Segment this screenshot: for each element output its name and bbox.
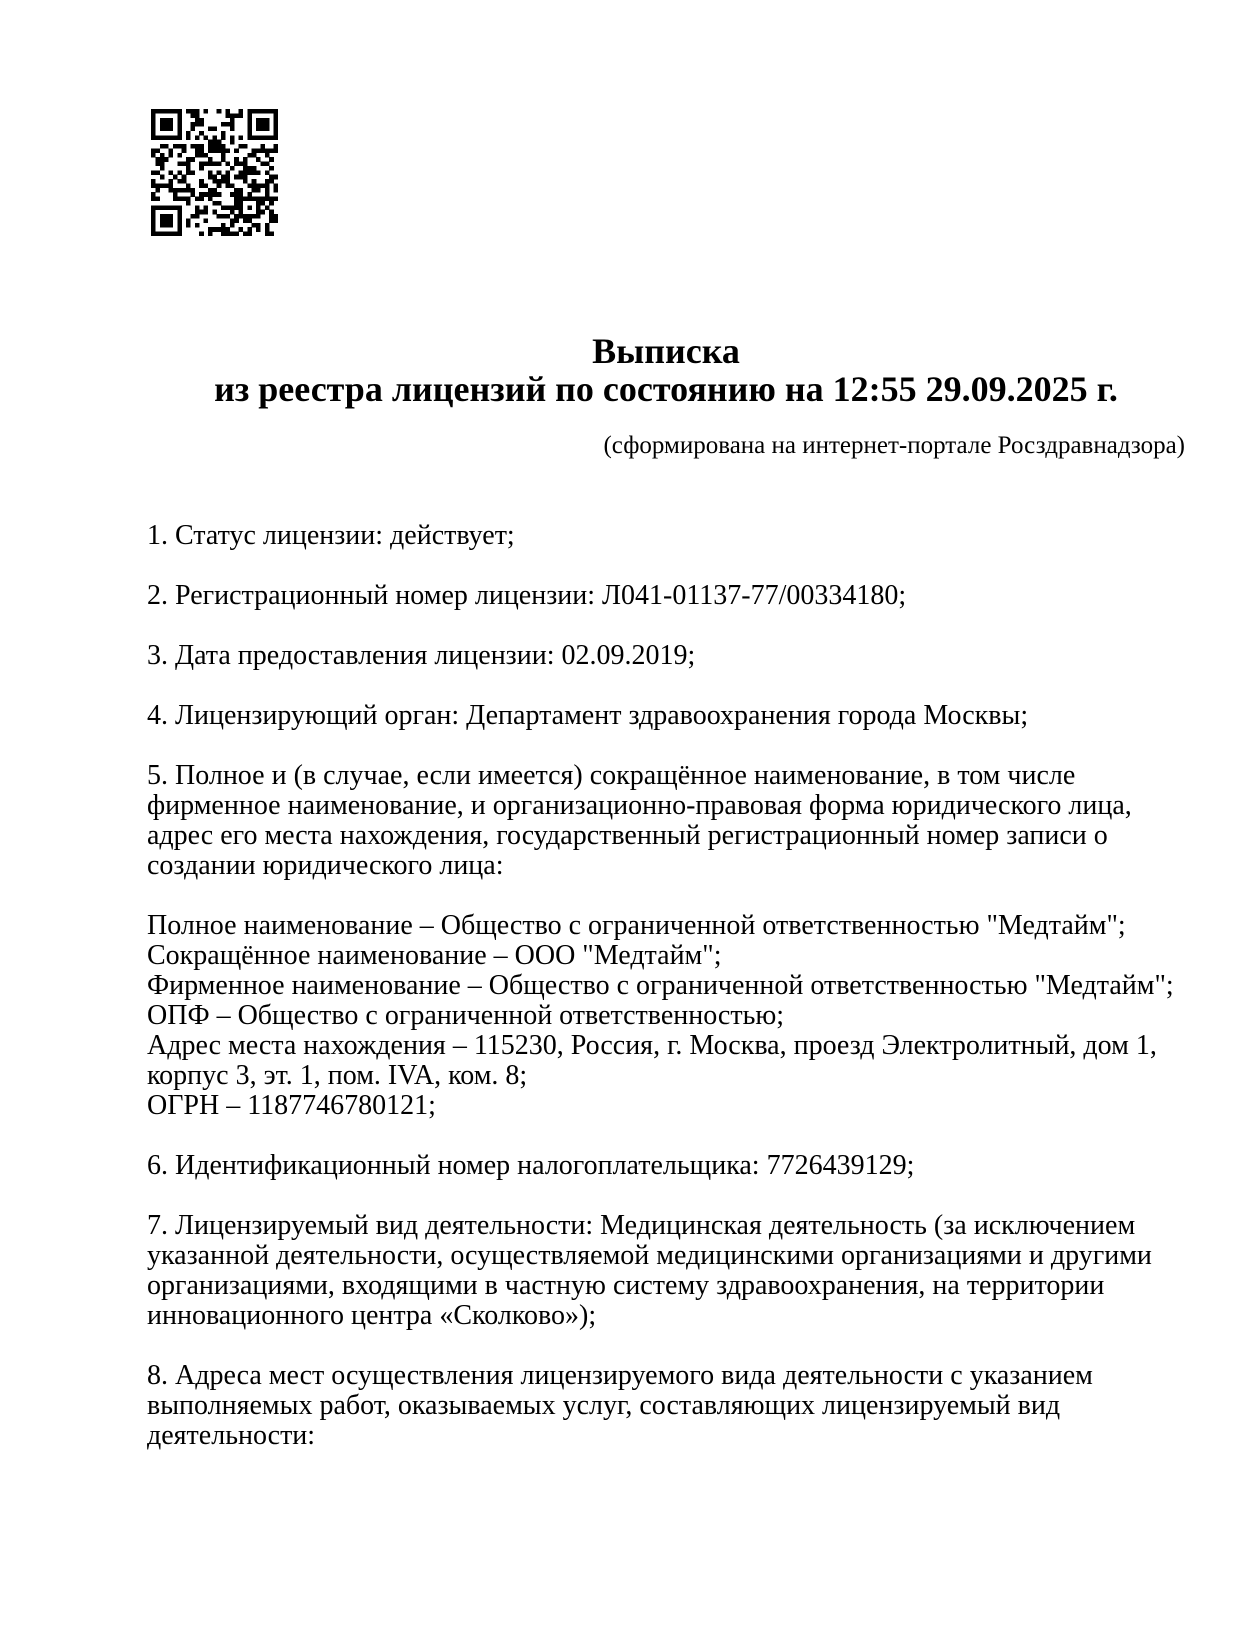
paragraph — [147, 701, 1185, 731]
paragraph-line: 8. Адреса мест осуществления лицензируемого вида деятельности с указанием выполняемых работ, оказываемых услуг, составляющих лицензируемый вид деятельности: — [147, 1360, 1093, 1451]
paragraph-line: Адрес места нахождения – 115230, Россия, г. Москва, проезд Электролитный, дом 1, корпус 3, эт. 1, пом. IVA, ком. 8; — [147, 1030, 1157, 1091]
paragraph — [147, 761, 1185, 881]
paragraph — [147, 1361, 1185, 1451]
title-line-2: из реестра лицензий по состоянию на 12:55 29.09.2025 г. — [214, 369, 1118, 409]
paragraph-line: 2. Регистрационный номер лицензии: Л041-01137-77/00334180; — [147, 580, 907, 611]
qr-code — [151, 109, 278, 236]
paragraph — [147, 911, 1185, 1121]
paragraph — [147, 521, 1185, 551]
document-title — [147, 332, 1185, 408]
paragraph — [147, 1151, 1185, 1181]
paragraph-line: Фирменное наименование – Общество с ограниченной ответственностью "Медтайм"; — [147, 970, 1174, 1001]
title-line-1: Выписка — [592, 331, 740, 371]
document-body — [147, 521, 1185, 1451]
paragraph-line: 5. Полное и (в случае, если имеется) сокращённое наименование, в том числе фирменное наименование, и организационно-правовая форма юридического лица, адрес его места нахождения, государственный регистрационный номер записи о создании юридического лица: — [147, 760, 1132, 881]
paragraph-line: 1. Статус лицензии: действует; — [147, 520, 515, 551]
paragraph-line: Сокращённое наименование – ООО "Медтайм"; — [147, 940, 722, 971]
paragraph-line: ОПФ – Общество с ограниченной ответственностью; — [147, 1000, 785, 1031]
paragraph-line: ОГРН – 1187746780121; — [147, 1090, 436, 1121]
paragraph-line: Полное наименование – Общество с ограниченной ответственностью "Медтайм"; — [147, 910, 1126, 941]
paragraph — [147, 581, 1185, 611]
paragraph-line: 7. Лицензируемый вид деятельности: Медицинская деятельность (за исключением указанной деятельности, осуществляемой медицинскими организациями и другими организациями, входящими в частную систему здравоохранения, на территории инновационного центра «Сколково»); — [147, 1210, 1152, 1331]
document-subtitle: (сформирована на интернет-портале Росздравнадзора) — [603, 432, 1185, 459]
paragraph-line: 4. Лицензирующий орган: Департамент здравоохранения города Москвы; — [147, 700, 1029, 731]
paragraph-line: 3. Дата предоставления лицензии: 02.09.2019; — [147, 640, 696, 671]
paragraph-line: 6. Идентификационный номер налогоплательщика: 7726439129; — [147, 1150, 915, 1181]
paragraph — [147, 1211, 1185, 1331]
paragraph — [147, 641, 1185, 671]
